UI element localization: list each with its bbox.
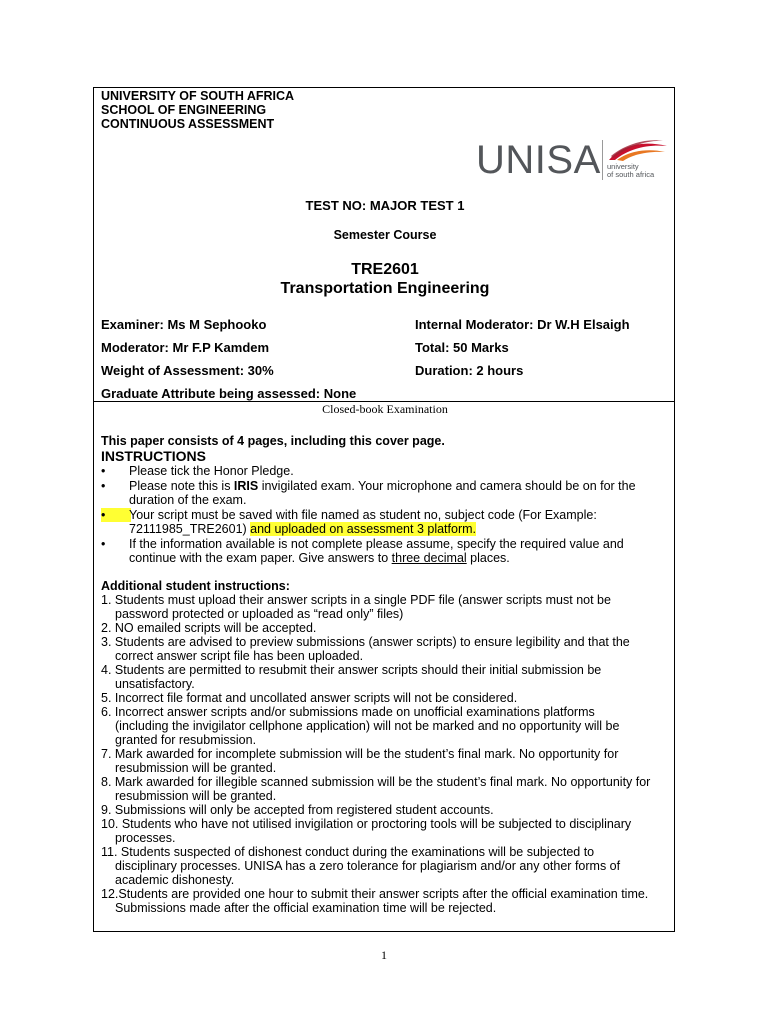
assessment-weight: Weight of Assessment: 30%: [101, 363, 274, 378]
highlighted-text: and uploaded on assessment 3 platform.: [250, 522, 476, 536]
list-item: 1. Students must upload their answer scripts in a single PDF file (answer scripts must not be password protected or uploaded as “read only” files): [101, 593, 611, 621]
list-item: 8. Mark awarded for illegible scanned submission will be the student’s final mark. No opportunity for resubmission will be granted.: [101, 775, 651, 803]
graduate-attribute: Graduate Attribute being assessed: None: [101, 386, 357, 401]
instruction-bullet: • Your script must be saved with file named as student no, subject code (For Example: 72111985_TRE2601) and uploaded on assessment 3 platform.: [101, 508, 597, 536]
test-number: TEST NO: MAJOR TEST 1: [305, 198, 465, 213]
school-name: SCHOOL OF ENGINEERING: [101, 103, 267, 117]
unisa-logo: [476, 138, 668, 183]
pages-note: This paper consists of 4 pages, including this cover page.: [101, 434, 445, 448]
internal-moderator: Internal Moderator: Dr W.H Elsaigh: [415, 317, 630, 332]
additional-instructions-heading: Additional student instructions:: [101, 579, 290, 593]
list-item: 9. Submissions will only be accepted from registered student accounts.: [101, 803, 494, 817]
list-item: 6. Incorrect answer scripts and/or submissions made on unofficial examinations platforms (including the invigilator cellphone application) will not be marked and no opportunity will be granted for resubmission.: [101, 705, 620, 747]
module-name: Transportation Engineering: [280, 280, 490, 297]
logo-subtitle: university of south africa: [607, 162, 655, 179]
unisa-logo-wordmark: UNISA: [476, 138, 601, 182]
list-item: 10. Students who have not utilised invigilation or proctoring tools will be subjected to disciplinary processes.: [101, 817, 632, 845]
list-item: 11. Students suspected of dishonest conduct during the examinations will be subjected to disciplinary processes. UNISA has a zero tolerance for plagiarism and/or any other forms of academic dishonesty.: [101, 845, 621, 887]
total-marks: Total: 50 Marks: [415, 340, 509, 355]
duration: Duration: 2 hours: [415, 363, 524, 378]
assessment-type: CONTINUOUS ASSESSMENT: [101, 117, 275, 131]
moderator: Moderator: Mr F.P Kamdem: [101, 340, 270, 355]
institution-header: [101, 89, 294, 131]
unisa-swoosh-icon: [607, 138, 669, 162]
instructions-heading: INSTRUCTIONS: [101, 448, 206, 464]
module-code: TRE2601: [351, 261, 419, 278]
page-number: 1: [381, 948, 387, 962]
logo-divider: [602, 140, 603, 180]
university-name: UNIVERSITY OF SOUTH AFRICA: [101, 89, 295, 103]
list-item: 12.Students are provided one hour to submit their answer scripts after the official examination time. Submissions made after the official examination time will be rejected.: [101, 887, 649, 915]
closed-book-label: Closed-book Examination: [322, 402, 448, 416]
course-type: Semester Course: [333, 228, 437, 242]
examiner: Examiner: Ms M Sephooko: [101, 317, 267, 332]
cover-page-frame: UNIVERSITY OF SOUTH AFRICA SCHOOL OF ENGINEERING CONTINUOUS ASSESSMENT UNISA university of south africa TEST NO: MAJOR TEST 1 Semester Course TRE2601 Transportation Engineering Examiner: Ms M Sephooko Internal Moderator: Dr W.H Elsaigh Moderator: Mr F.P Kamdem Total: 50 Marks Weight of Assessment: 30% Duration: 2 hours Graduate Attribute being assessed: None Closed-book Examination This paper consists of 4 pages, including this cover page. INSTRUCTIONS • Please tick the Honor Pledge. • Please note this is IRIS invigilated exam. Your microphone and camera should be on for the duration of the exam. • Your script must be saved with file named as student no, subject code (For Example: 72111985_TRE2601) and uploaded on assessment 3 platform. • If the information available is not complete please assume, specify the required value and continue with the exam paper. Give answers to three decimal places. Additional student instructions: 1. Students must upload their answer scripts in a single PDF file (answer scripts must not be password protected or uploaded as “read only” files) 2. NO emailed scripts will be accepted. 3. Students are advised to preview submissions (answer scripts) to ensure legibility and that the correct answer script file has been uploaded. 4. Students are permitted to resubmit their answer scripts should their initial submission be unsatisfactory. 5. Incorrect file format and uncollated answer scripts will not be considered. 6. Incorrect answer scripts and/or submissions made on unofficial examinations platforms (including the invigilator cellphone application) will not be marked and no opportunity will be granted for resubmission. 7. Mark awarded for incomplete submission will be the student’s final mark. No opportunity for resubmission will be granted. 8. Mark awarded for illegible scanned submission will be the student’s final mark. No opportunity for resubmission will be granted. 9. Submissions will only be accepted from registered student accounts. 10. Students who have not utilised invigilation or proctoring tools will be subjected to disciplinary processes. 11. Students suspected of dishonest conduct during the examinations will be subjected to disciplinary processes. UNISA has a zero tolerance for plagiarism and/or any other forms of academic dishonesty. 12.Students are provided one hour to submit their answer scripts after the official examination time. Submissions made after the official examination time will be rejected.: [93, 87, 675, 932]
list-item: 5. Incorrect file format and uncollated answer scripts will not be considered.: [101, 691, 518, 705]
list-item: 3. Students are advised to preview submissions (answer scripts) to ensure legibility and that the correct answer script file has been uploaded.: [101, 635, 630, 663]
list-item: 2. NO emailed scripts will be accepted.: [101, 621, 317, 635]
list-item: 4. Students are permitted to resubmit their answer scripts should their initial submission be unsatisfactory.: [101, 663, 602, 691]
list-item: 7. Mark awarded for incomplete submission will be the student’s final mark. No opportunity for resubmission will be granted.: [101, 747, 619, 775]
instruction-bullet: • If the information available is not complete please assume, specify the required value and continue with the exam paper. Give answers to three decimal places.: [101, 537, 624, 565]
instruction-bullet: • Please note this is IRIS invigilated exam. Your microphone and camera should be on for the duration of the exam.: [101, 479, 636, 507]
